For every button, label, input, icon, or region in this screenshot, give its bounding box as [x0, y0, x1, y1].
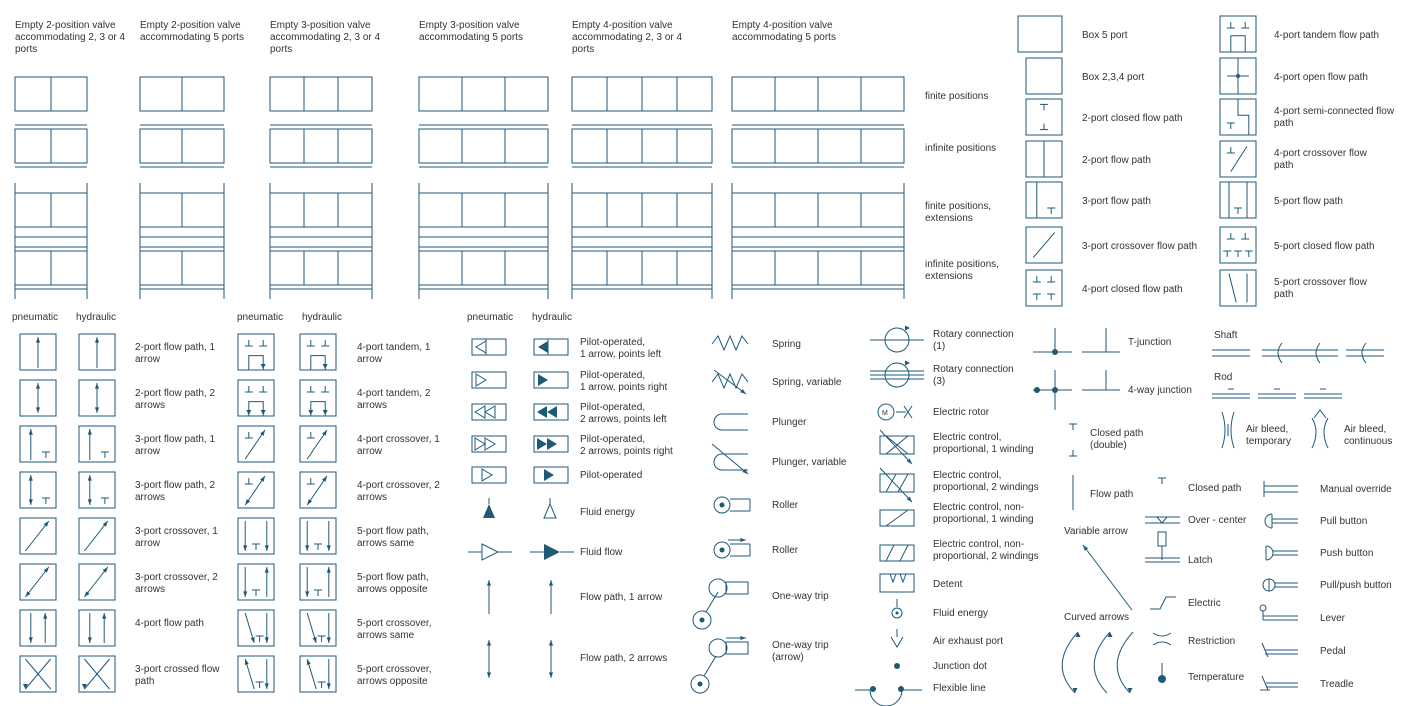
symbol-flow3 [1026, 182, 1151, 218]
symbol-label: 2-port flow path [1082, 155, 1151, 166]
row-label-3 [925, 201, 991, 224]
symbol-label: 5-port crossover, arrows same [357, 618, 432, 641]
symbol-flow2 [1026, 141, 1151, 177]
symbol-label: Box 2,3,4 port [1082, 72, 1145, 83]
symbol-label: Air bleed, continuous [1344, 424, 1393, 447]
symbol-label: Push button [1320, 548, 1374, 559]
symbol-label: 4-port crossover, 2 arrows [357, 480, 440, 503]
empty-valve-c1-row1 [15, 77, 87, 111]
symbol-f4 [20, 610, 204, 646]
symbol-over [1145, 515, 1247, 526]
column-title: Empty 4-position valve accommodating 2, 3 or 4 ports [572, 20, 683, 55]
column-title: Empty 2-position valve accommodating 2, 3 or 4 ports [15, 20, 126, 55]
symbol-label: 2-port closed flow path [1082, 113, 1183, 124]
symbol-label: Flow path, 1 arrow [580, 592, 663, 603]
symbol-en1 [880, 502, 1034, 526]
symbol-p1l [472, 337, 661, 360]
symbol-f5o [238, 564, 429, 600]
pneumatic-header: pneumatic [467, 312, 514, 323]
symbol-semi4 [1220, 99, 1395, 135]
pneumatic-header: pneumatic [237, 312, 284, 323]
column-title: Empty 2-position valve accommodating 5 ports [140, 20, 244, 43]
symbol-p1r [472, 370, 667, 393]
symbol-label: 3-port crossed flow path [135, 664, 220, 687]
symbol-label: Pilot-operated, 1 arrow, points right [580, 370, 668, 393]
symbol-label: Spring, variable [772, 377, 842, 388]
symbol-spring [712, 336, 801, 350]
symbol-air-bleed-continuous [1312, 410, 1392, 448]
symbol-label: Pilot-operated, 1 arrow, points left [580, 337, 662, 360]
symbol-fe [483, 498, 635, 518]
symbol-label: 5-port crossover flow path [1274, 277, 1367, 300]
row-label-4 [925, 259, 999, 282]
pneumatic-header: pneumatic [12, 312, 59, 323]
symbol-pull [1265, 514, 1367, 528]
symbol-temp [1158, 663, 1245, 683]
symbol-variable-arrow [1064, 526, 1132, 610]
row-label: finite positions [925, 91, 989, 102]
row-label: finite positions, extensions [925, 201, 992, 224]
symbol-label: Curved arrows [1064, 612, 1130, 623]
symbol-air [891, 629, 1003, 647]
symbol-label: T-junction [1128, 337, 1172, 348]
symbol-label: 4-port tandem, 2 arrows [357, 388, 431, 411]
valve-column-c5 [572, 20, 712, 299]
symbol-cpath [1158, 478, 1241, 494]
symbol-plungerv [712, 444, 847, 474]
symbol-x3a1 [20, 518, 218, 554]
empty-valve-c1-row3 [15, 183, 87, 237]
empty-valve-c5-row4 [572, 237, 712, 299]
symbol-label: Over - center [1188, 515, 1247, 526]
symbol-label: Pilot-operated [580, 470, 643, 481]
symbol-closed4 [1026, 270, 1183, 306]
symbol-t-junction [1033, 328, 1171, 355]
symbol-closed-path-double [1069, 424, 1143, 456]
symbol-label: Rotary connection (1) [933, 329, 1014, 352]
symbol-label: Latch [1188, 555, 1213, 566]
symbol-treadle [1260, 676, 1354, 690]
symbol-label: Roller [772, 545, 799, 556]
symbol-label: 4-port semi-connected flow path [1274, 106, 1395, 129]
symbol-en2 [880, 539, 1039, 562]
symbol-label: Spring [772, 339, 801, 350]
symbol-rod [1212, 372, 1342, 398]
symbol-label: Fluid energy [933, 608, 989, 619]
symbol-x3c [20, 656, 220, 692]
symbol-latch [1145, 532, 1212, 566]
empty-valve-c4-row4 [419, 237, 548, 299]
symbol-rot1 [870, 326, 1014, 353]
symbol-label: 5-port flow path, arrows same [357, 526, 429, 549]
symbol-label: 4-port flow path [135, 618, 204, 629]
symbol-label: 3-port flow path [1082, 196, 1151, 207]
symbol-mo [1264, 481, 1392, 497]
symbol-label: Electric control, non-proportional, 1 winding [933, 502, 1034, 525]
symbol-detent [880, 574, 963, 592]
empty-valve-c1-row4 [15, 237, 87, 299]
empty-valve-c6-row2 [732, 125, 904, 167]
symbol-ec2 [880, 468, 1039, 502]
symbol-f2a1 [20, 334, 215, 370]
symbol-label: Restriction [1188, 636, 1236, 647]
symbol-box [1026, 58, 1144, 94]
valve-column-c4 [419, 20, 548, 299]
symbol-t1 [238, 334, 431, 370]
symbol-flow5 [1220, 182, 1343, 218]
empty-valve-c4-row3 [419, 183, 548, 237]
symbol-label: Rotary connection (3) [933, 364, 1014, 387]
symbol-label: 4-port crossover flow path [1274, 148, 1367, 171]
symbol-label: Closed path [1188, 483, 1242, 494]
empty-valve-c6-row1 [732, 77, 904, 111]
empty-valve-c6-row3 [732, 183, 904, 237]
hydraulic-header: hydraulic [76, 312, 117, 323]
symbol-t2 [238, 380, 431, 416]
symbol-x5o [238, 656, 431, 692]
symbol-springv [712, 370, 842, 394]
symbol-label: 3-port crossover flow path [1082, 241, 1198, 252]
symbol-label: Roller [772, 500, 799, 511]
valve-column-c1 [15, 20, 125, 299]
hydraulic-header: hydraulic [302, 312, 343, 323]
symbol-pedal [1262, 643, 1346, 657]
symbol-label: Pilot-operated, 2 arrows, points right [580, 434, 673, 457]
symbol-p2r [472, 434, 673, 457]
row-label: infinite positions, extensions [925, 259, 999, 282]
symbol-f5s [238, 518, 429, 554]
symbol-roller2 [714, 538, 799, 558]
symbol-f3a2 [20, 472, 215, 508]
symbol-label: Electric control, non-proportional, 2 windings [933, 539, 1039, 562]
motor-m-glyph: M [882, 410, 888, 417]
symbol-label: Lever [1320, 613, 1346, 624]
empty-valve-c3-row3 [270, 183, 372, 237]
symbol-x3a2 [20, 564, 218, 600]
symbol-air-bleed-temporary [1222, 412, 1291, 448]
symbol-tripa [691, 636, 829, 693]
symbol-label: Electric [1188, 598, 1221, 609]
symbol-label: Flow path [1090, 489, 1134, 500]
symbol-open4 [1220, 58, 1368, 94]
symbol-label: 4-port closed flow path [1082, 284, 1183, 295]
symbol-label: 3-port flow path, 1 arrow [135, 434, 216, 457]
symbol-pp [1263, 579, 1392, 591]
symbol-label: Electric control, proportional, 1 winding [933, 432, 1034, 455]
symbol-x41 [238, 426, 440, 462]
symbol-f3a1 [20, 426, 215, 462]
row-label: infinite positions [925, 143, 997, 154]
symbol-label: One-way trip [772, 591, 829, 602]
hydraulic-header: hydraulic [532, 312, 573, 323]
symbol-label: Air exhaust port [933, 636, 1004, 647]
symbol-motor [878, 404, 990, 420]
symbol-elec [1150, 597, 1221, 609]
symbol-label: Pilot-operated, 2 arrows, points left [580, 402, 667, 425]
symbol-fe2 [892, 599, 988, 619]
symbol-label: Plunger, variable [772, 457, 847, 468]
symbol-p0 [472, 467, 642, 483]
column-title: Empty 4-position valve accommodating 5 ports [732, 20, 836, 43]
header-pair-3 [467, 312, 572, 323]
symbol-label: 5-port closed flow path [1274, 241, 1375, 252]
symbol-label: Junction dot [933, 661, 987, 672]
symbol-flex [855, 683, 986, 706]
symbol-fp1 [487, 580, 663, 614]
empty-valve-c5-row3 [572, 183, 712, 237]
symbol-label: Treadle [1320, 679, 1354, 690]
symbol-label: Variable arrow [1064, 526, 1128, 537]
symbol-ec1 [880, 430, 1034, 464]
symbol-dot [894, 661, 987, 672]
symbol-cross4 [1220, 141, 1368, 177]
empty-valve-c3-row4 [270, 237, 372, 299]
symbol-label: Closed path (double) [1090, 428, 1144, 451]
symbol-x42 [238, 472, 440, 508]
valve-column-c3 [270, 20, 380, 299]
symbol-label: Pedal [1320, 646, 1346, 657]
symbol-label: 2-port flow path, 1 arrow [135, 342, 216, 365]
symbol-label: Flow path, 2 arrows [580, 653, 668, 664]
symbol-curved-arrows [1062, 612, 1133, 693]
symbol-label: Manual override [1320, 484, 1392, 495]
symbol-trip [693, 579, 829, 629]
row-label-2 [925, 143, 996, 154]
symbol-label: Electric rotor [933, 407, 990, 418]
symbol-label: One-way trip (arrow) [772, 640, 829, 663]
header-pair-1 [12, 312, 116, 323]
valve-column-c6 [732, 20, 904, 299]
symbol-restr [1153, 633, 1235, 647]
symbol-label: Plunger [772, 417, 807, 428]
symbol-plunger [714, 414, 807, 430]
symbol-label: Box 5 port [1082, 30, 1128, 41]
empty-valve-c3-row2 [270, 125, 372, 167]
empty-valve-c2-row4 [140, 237, 224, 299]
symbol-label: Pull button [1320, 516, 1368, 527]
empty-valve-c3-row1 [270, 77, 372, 111]
valve-column-c2 [140, 20, 244, 299]
symbol-label: Air bleed, temporary [1246, 424, 1292, 447]
symbol-label: Fluid energy [580, 507, 636, 518]
empty-valve-c5-row1 [572, 77, 712, 111]
symbol-p2l [472, 402, 667, 425]
symbol-box [1018, 16, 1128, 52]
symbol-cross3 [1026, 227, 1197, 263]
symbol-label: Pull/push button [1320, 580, 1392, 591]
symbol-rot3 [870, 361, 1014, 388]
empty-valve-c2-row2 [140, 125, 224, 167]
header-pair-2 [237, 312, 342, 323]
symbol-label: Electric control, proportional, 2 windings [933, 470, 1039, 493]
symbol-label: 4-port open flow path [1274, 72, 1368, 83]
column-title: Empty 3-position valve accommodating 5 ports [419, 20, 523, 43]
empty-valve-c2-row1 [140, 77, 224, 111]
symbol-label: 4-port tandem, 1 arrow [357, 342, 431, 365]
empty-valve-c2-row3 [140, 183, 224, 237]
shaft-label: Shaft [1214, 330, 1238, 341]
symbol-closed5 [1220, 227, 1375, 263]
symbol-label: 4-port crossover, 1 arrow [357, 434, 440, 457]
symbol-label: 3-port crossover, 1 arrow [135, 526, 218, 549]
row-label-1 [925, 91, 988, 102]
symbol-roller [714, 497, 799, 513]
symbol-cross5 [1220, 270, 1368, 306]
empty-valve-c4-row2 [419, 125, 548, 167]
symbol-label: Temperature [1188, 672, 1245, 683]
symbol-4-way-junction [1033, 370, 1192, 410]
symbol-flow-path [1073, 475, 1133, 510]
empty-valve-c1-row2 [15, 125, 87, 167]
rod-label: Rod [1214, 372, 1233, 383]
symbol-label: Detent [933, 579, 963, 590]
symbol-label: 4-way junction [1128, 385, 1192, 396]
symbol-label: Flexible line [933, 683, 986, 694]
empty-valve-c6-row4 [732, 237, 904, 299]
symbol-shaft [1212, 330, 1384, 363]
symbol-label: 5-port flow path, arrows opposite [357, 572, 429, 595]
symbol-label: 3-port flow path, 2 arrows [135, 480, 216, 503]
symbol-label: 2-port flow path, 2 arrows [135, 388, 216, 411]
empty-valve-c5-row2 [572, 125, 712, 167]
symbol-lever [1260, 605, 1346, 624]
symbol-tandem4 [1220, 16, 1379, 52]
empty-valve-c4-row1 [419, 77, 548, 111]
symbol-push [1266, 546, 1373, 560]
symbol-label: 4-port tandem flow path [1274, 30, 1380, 41]
symbol-label: 3-port crossover, 2 arrows [135, 572, 218, 595]
symbol-label: 5-port flow path [1274, 196, 1343, 207]
symbol-ff [468, 544, 623, 560]
symbol-closed2 [1026, 99, 1183, 135]
symbol-f2a2 [20, 380, 215, 416]
symbol-fp2 [487, 640, 667, 678]
symbol-x5s [238, 610, 431, 646]
symbol-label: 5-port crossover, arrows opposite [357, 664, 432, 687]
symbol-label: Fluid flow [580, 547, 623, 558]
column-title: Empty 3-position valve accommodating 2, 3 or 4 ports [270, 20, 381, 55]
